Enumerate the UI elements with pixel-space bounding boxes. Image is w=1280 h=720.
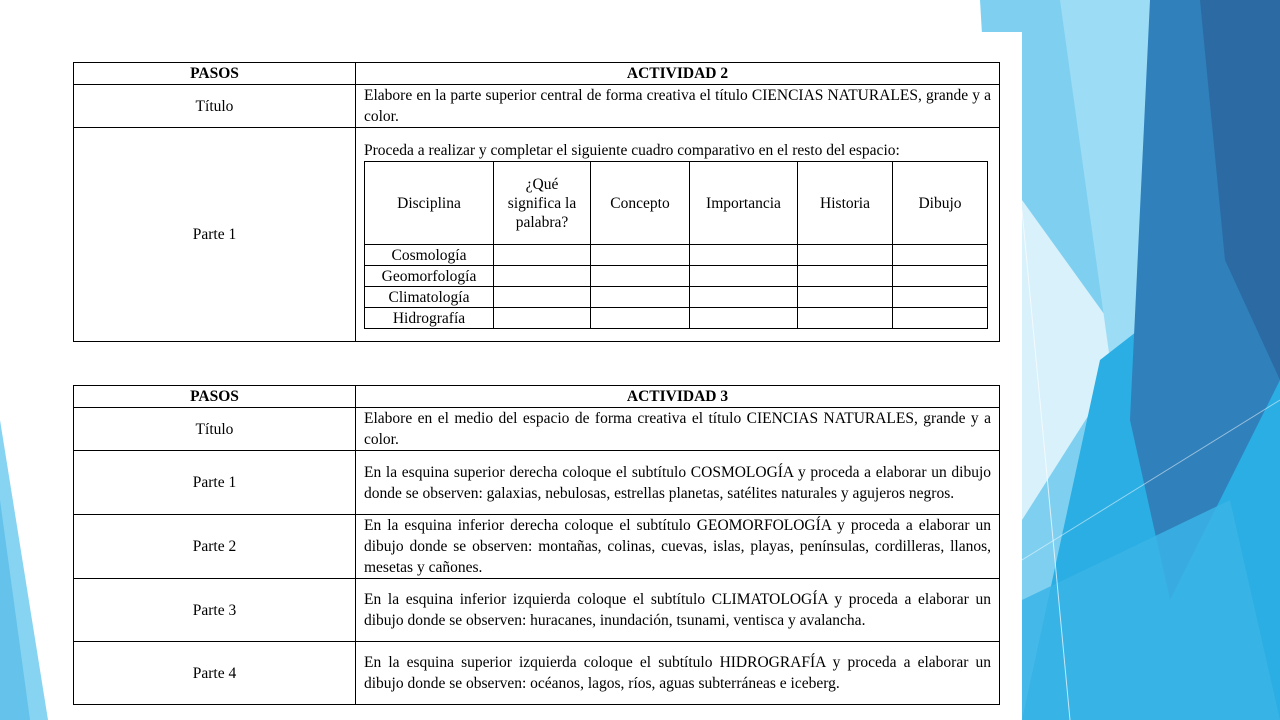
table-row <box>74 451 1000 515</box>
step-label: Título <box>74 408 356 451</box>
table-row <box>74 408 1000 451</box>
step-description: Elabore en la parte superior central de forma creativa el título CIENCIAS NATURALES, grande y a color. <box>356 85 1000 128</box>
header-activity: ACTIVIDAD 3 <box>356 386 1000 408</box>
table-row <box>74 128 1000 342</box>
empty-cell <box>798 308 893 329</box>
step-label: Título <box>74 85 356 128</box>
step-label: Parte 3 <box>74 579 356 642</box>
activity-3-table <box>73 385 1000 705</box>
table-row <box>74 515 1000 579</box>
step-label: Parte 1 <box>74 128 356 342</box>
empty-cell <box>893 308 988 329</box>
comparison-header-row <box>365 162 988 245</box>
empty-cell <box>494 308 591 329</box>
discipline-cell: Cosmología <box>365 245 494 266</box>
column-header: Disciplina <box>365 162 494 245</box>
step-description: Proceda a realizar y completar el siguiente cuadro comparativo en el resto del espacio: <box>364 142 900 159</box>
empty-cell <box>893 266 988 287</box>
table-header-row <box>74 386 1000 408</box>
discipline-cell: Climatología <box>365 287 494 308</box>
table-row <box>74 85 1000 128</box>
column-header: Historia <box>798 162 893 245</box>
step-description: En la esquina superior izquierda coloque el subtítulo HIDROGRAFÍA y proceda a elaborar un dibujo donde se observen: océanos, lagos, ríos, aguas subterráneas e iceberg. <box>356 642 1000 705</box>
empty-cell <box>798 266 893 287</box>
empty-cell <box>690 245 798 266</box>
comparison-row <box>365 287 988 308</box>
step-description: En la esquina superior derecha coloque el subtítulo COSMOLOGÍA y proceda a elaborar un dibujo donde se observen: galaxias, nebulosas, estrellas planetas, satélites naturales y agujeros negros. <box>356 451 1000 515</box>
empty-cell <box>494 245 591 266</box>
column-header: Dibujo <box>893 162 988 245</box>
step-description: En la esquina inferior derecha coloque el subtítulo GEOMORFOLOGÍA y proceda a elaborar un dibujo donde se observen: montañas, colinas, cuevas, islas, playas, penínsulas, cordilleras, llanos, mesetas y cañones. <box>356 515 1000 579</box>
step-description: En la esquina inferior izquierda coloque el subtítulo CLIMATOLOGÍA y proceda a elaborar un dibujo donde se observen: huracanes, inundación, tsunami, ventisca y avalancha. <box>356 579 1000 642</box>
empty-cell <box>798 245 893 266</box>
header-activity: ACTIVIDAD 2 <box>356 63 1000 85</box>
comparison-table <box>364 161 988 329</box>
step-description-cell <box>356 128 1000 342</box>
table-row <box>74 579 1000 642</box>
empty-cell <box>591 287 690 308</box>
empty-cell <box>494 287 591 308</box>
discipline-cell: Hidrografía <box>365 308 494 329</box>
header-pasos: PASOS <box>74 63 356 85</box>
step-label: Parte 4 <box>74 642 356 705</box>
header-pasos: PASOS <box>74 386 356 408</box>
step-label: Parte 2 <box>74 515 356 579</box>
activity-2-table <box>73 62 1000 342</box>
comparison-row <box>365 245 988 266</box>
empty-cell <box>591 308 690 329</box>
empty-cell <box>690 266 798 287</box>
table-row <box>74 642 1000 705</box>
discipline-cell: Geomorfología <box>365 266 494 287</box>
empty-cell <box>798 287 893 308</box>
column-header: Importancia <box>690 162 798 245</box>
comparison-row <box>365 308 988 329</box>
table-header-row <box>74 63 1000 85</box>
empty-cell <box>893 245 988 266</box>
empty-cell <box>690 287 798 308</box>
empty-cell <box>893 287 988 308</box>
empty-cell <box>494 266 591 287</box>
column-header: Concepto <box>591 162 690 245</box>
step-label: Parte 1 <box>74 451 356 515</box>
empty-cell <box>591 245 690 266</box>
step-description: Elabore en el medio del espacio de forma creativa el título CIENCIAS NATURALES, grande y a color. <box>356 408 1000 451</box>
column-header: ¿Qué significa la palabra? <box>494 162 591 245</box>
empty-cell <box>690 308 798 329</box>
comparison-row <box>365 266 988 287</box>
empty-cell <box>591 266 690 287</box>
